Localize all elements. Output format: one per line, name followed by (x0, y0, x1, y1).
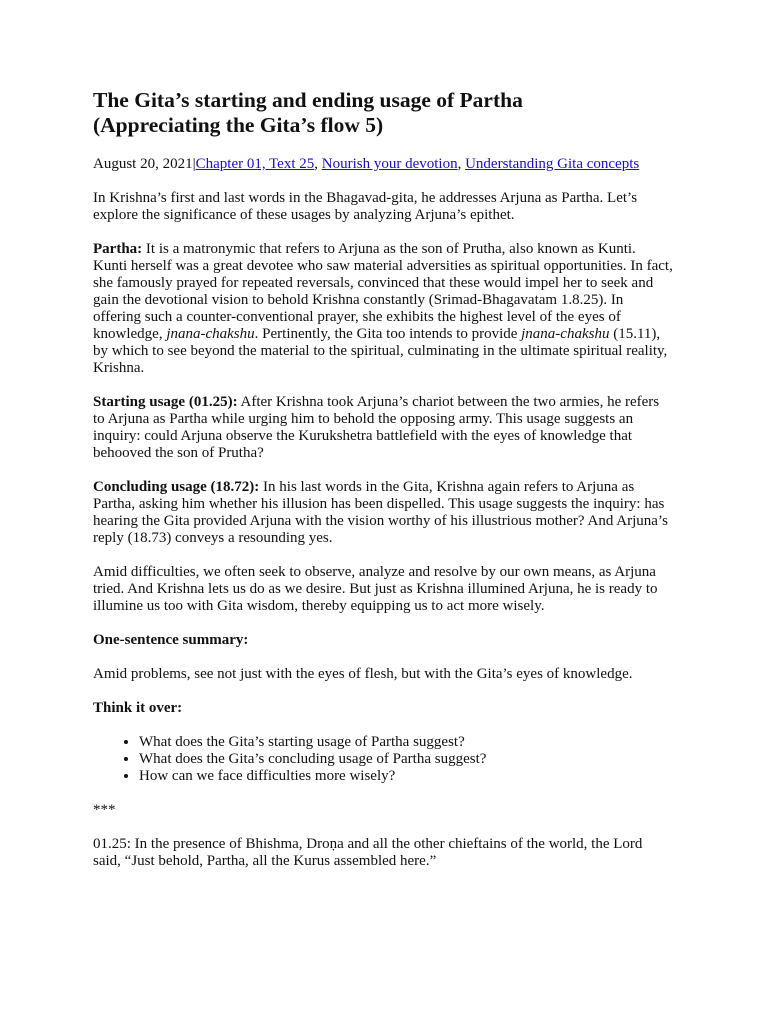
partha-label: Partha: (93, 241, 143, 257)
questions-list (93, 734, 673, 785)
article-title (93, 88, 673, 138)
category-link-nourish[interactable]: Nourish your devotion (321, 156, 458, 172)
concluding-usage-paragraph: Concluding usage (18.72): In his last words in the Gita, Krishna again refers to Arjuna as Partha, asking him whether his illusion has been dispelled. This usage suggests the inquiry: has hearing the Gita provided Arjuna with the vision worthy of his illustrious mother? And Arjuna’s reply (18.73) conveys a resounding yes. (93, 479, 668, 546)
title-line-1: The Gita’s starting and ending usage of Partha (93, 88, 523, 112)
partha-paragraph: Partha: It is a matronymic that refers to Arjuna as the son of Prutha, also known as Kunti. Kunti herself was a great devotee who saw material adversities as spiritual opportunities. In fact, she famously prayed for repeated reversals, convinced that these would impel her to seek and gain the devotional vision to behold Krishna constantly (Srimad-Bhagavatam 1.8.25). In offering such a counter-conventional prayer, she exhibits the highest level of the eyes of knowledge, jnana-chakshu. Pertinently, the Gita too intends to provide jnana-chakshu (15.11), by which to see beyond the material to the spiritual, culminating in the ultimate spiritual reality, Krishna. (93, 241, 673, 376)
article (93, 88, 673, 887)
amid-paragraph: Amid difficulties, we often seek to observe, analyze and resolve by our own means, as Arjuna tried. And Krishna lets us do as we desire. But just as Krishna illumined Arjuna, he is ready to illumine us too with Gita wisdom, thereby equipping us to act more wisely. (93, 564, 658, 614)
verse-paragraph: 01.25: In the presence of Bhishma, Droṇa and all the other chieftains of the world, the Lord said, “Just behold, Partha, all the Kurus assembled here.” (93, 836, 643, 869)
sanskrit-term: jnana-chakshu (166, 326, 255, 342)
starting-usage-label: Starting usage (01.25): (93, 394, 238, 410)
category-link-understanding[interactable]: Understanding Gita concepts (465, 156, 640, 172)
list-item: • What does the Gita’s starting usage of Partha suggest? (139, 734, 673, 751)
list-item: • How can we face difficulties more wisely? (139, 768, 673, 785)
sanskrit-term: jnana-chakshu (521, 326, 610, 342)
summary-heading: One-sentence summary: (93, 632, 249, 648)
category-separator: , (457, 156, 466, 172)
category-separator: , (314, 156, 322, 172)
divider-stars: *** (93, 802, 116, 818)
title-line-2: (Appreciating the Gita’s flow 5) (93, 113, 384, 137)
category-link-chapter[interactable]: Chapter 01, Text 25 (195, 156, 315, 172)
list-item: • What does the Gita’s concluding usage of Partha suggest? (139, 751, 673, 768)
think-heading: Think it over: (93, 700, 183, 716)
starting-usage-paragraph: Starting usage (01.25): After Krishna took Arjuna’s chariot between the two armies, he refers to Arjuna as Partha while urging him to behold the opposing army. This usage suggests an inquiry: could Arjuna observe the Kurukshetra battlefield with the eyes of knowledge that behooved the son of Prutha? (93, 394, 660, 461)
summary-text: Amid problems, see not just with the eyes of flesh, but with the Gita’s eyes of knowledge. (93, 666, 633, 682)
post-date: August 20, 2021 (93, 156, 193, 172)
intro-paragraph: In Krishna’s first and last words in the Bhagavad-gita, he addresses Arjuna as Partha. Let’s explore the significance of these usages by analyzing Arjuna’s epithet. (93, 190, 638, 223)
meta-separator: | (192, 156, 196, 172)
post-meta (93, 156, 673, 173)
concluding-usage-label: Concluding usage (18.72): (93, 479, 260, 495)
